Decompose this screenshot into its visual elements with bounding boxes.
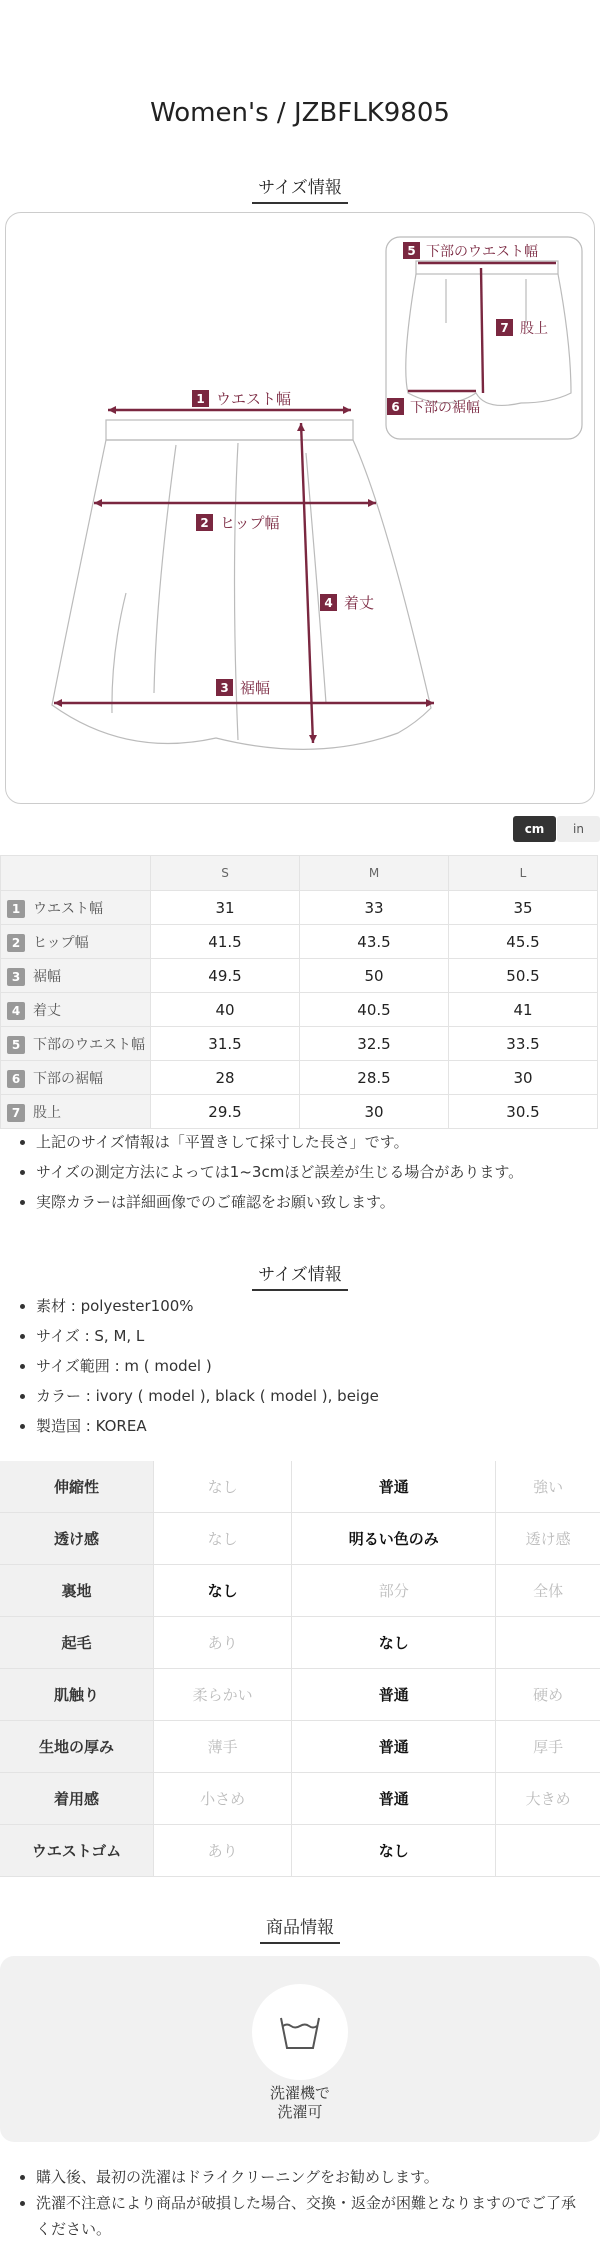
fabric-option: [496, 1825, 600, 1877]
fabric-option: 普通: [292, 1461, 496, 1513]
table-cell: 30: [449, 1061, 598, 1095]
washing-machine-icon: [252, 1984, 348, 2080]
svg-text:ウエスト幅: ウエスト幅: [216, 390, 292, 408]
fabric-option: 強い: [496, 1461, 600, 1513]
table-cell: 29.5: [151, 1095, 300, 1129]
table-cell: 41.5: [151, 925, 300, 959]
svg-text:着丈: 着丈: [344, 594, 375, 612]
unit-cm-button[interactable]: cm: [513, 816, 556, 842]
table-cell: 43.5: [300, 925, 449, 959]
table-row: [0, 1669, 600, 1721]
fabric-option: [496, 1617, 600, 1669]
table-row: [0, 1773, 600, 1825]
row-label: 1 ウエスト幅: [1, 891, 151, 925]
table-cell: 30.5: [449, 1095, 598, 1129]
table-cell: 32.5: [300, 1027, 449, 1061]
table-row: [0, 1513, 600, 1565]
size-header-m: M: [300, 856, 449, 891]
size-header-l: L: [449, 856, 598, 891]
diagram-label-length: [320, 594, 374, 612]
product-info-list: [20, 1297, 379, 1447]
table-row: [0, 1825, 600, 1877]
table-row: [0, 1461, 600, 1513]
table-cell: 30: [300, 1095, 449, 1129]
list-item: • 製造国 : KOREA: [36, 1417, 379, 1435]
size-table-corner: [1, 856, 151, 891]
svg-text:7: 7: [500, 321, 509, 335]
svg-text:5: 5: [407, 244, 416, 258]
svg-text:6: 6: [391, 400, 400, 414]
fabric-option: なし: [154, 1513, 292, 1565]
fabric-attributes-table: [0, 1461, 600, 1877]
table-cell: 40.5: [300, 993, 449, 1027]
fabric-attribute-label: ウエストゴム: [0, 1825, 154, 1877]
diagram-label-inner-rise: [496, 319, 548, 337]
svg-text:1: 1: [196, 392, 205, 406]
size-table-header: [1, 856, 598, 891]
fabric-option: なし: [292, 1825, 496, 1877]
svg-text:ヒップ幅: ヒップ幅: [220, 514, 280, 532]
table-cell: 28.5: [300, 1061, 449, 1095]
table-cell: 40: [151, 993, 300, 1027]
list-item: • 洗濯不注意により商品が破損した場合、交換・返金が困難となりますのでご了承ください。: [36, 2190, 581, 2242]
list-item: • サイズ : S, M, L: [36, 1327, 379, 1345]
list-item: • サイズの測定方法によっては1~3cmほど誤差が生じる場合があります。: [36, 1163, 523, 1181]
info-section-heading: サイズ情報: [0, 1260, 600, 1291]
table-row: [1, 1061, 598, 1095]
list-item: • 上記のサイズ情報は「平置きして採寸した長さ」です。: [36, 1133, 523, 1151]
fabric-option: なし: [292, 1617, 496, 1669]
diagram-label-inner-hem: [387, 398, 480, 416]
svg-text:下部のウエスト幅: 下部のウエスト幅: [426, 244, 538, 260]
size-table: [0, 855, 598, 1129]
fabric-attribute-label: 伸縮性: [0, 1461, 154, 1513]
care-panel: [0, 1956, 600, 2142]
care-notes: [20, 2164, 581, 2242]
fabric-attribute-label: 裏地: [0, 1565, 154, 1617]
table-row: [1, 1095, 598, 1129]
table-cell: 31: [151, 891, 300, 925]
fabric-attribute-label: 生地の厚み: [0, 1721, 154, 1773]
table-cell: 50.5: [449, 959, 598, 993]
svg-text:股上: 股上: [520, 321, 548, 337]
fabric-attribute-label: 着用感: [0, 1773, 154, 1825]
table-cell: 28: [151, 1061, 300, 1095]
wash-label: 洗濯機で 洗濯可: [269, 2084, 330, 2121]
fabric-option: 薄手: [154, 1721, 292, 1773]
fabric-option: なし: [154, 1565, 292, 1617]
fabric-option: 明るい色のみ: [292, 1513, 496, 1565]
fabric-option: 部分: [292, 1565, 496, 1617]
table-cell: 33: [300, 891, 449, 925]
table-row: [0, 1721, 600, 1773]
row-label: 4 着丈: [1, 993, 151, 1027]
fabric-option: 柔らかい: [154, 1669, 292, 1721]
row-label: 3 裾幅: [1, 959, 151, 993]
row-label: 6 下部の裾幅: [1, 1061, 151, 1095]
fabric-attribute-label: 透け感: [0, 1513, 154, 1565]
product-info-heading: 商品情報: [0, 1913, 600, 1944]
svg-text:2: 2: [200, 516, 209, 530]
table-row: [1, 1027, 598, 1061]
table-cell: 41: [449, 993, 598, 1027]
list-item: • 素材 : polyester100%: [36, 1297, 379, 1315]
row-label: 2 ヒップ幅: [1, 925, 151, 959]
skirt-diagram-svg: [6, 213, 594, 803]
diagram-label-hem: [216, 679, 270, 697]
size-header-s: S: [151, 856, 300, 891]
fabric-attribute-label: 肌触り: [0, 1669, 154, 1721]
fabric-option: 硬め: [496, 1669, 600, 1721]
fabric-option: 透け感: [496, 1513, 600, 1565]
size-section-heading: サイズ情報: [0, 173, 600, 204]
unit-in-button[interactable]: in: [557, 816, 600, 842]
row-label: 7 股上: [1, 1095, 151, 1129]
fabric-option: 普通: [292, 1773, 496, 1825]
table-row: [1, 959, 598, 993]
table-row: [1, 925, 598, 959]
fabric-option: あり: [154, 1617, 292, 1669]
product-title: Women's / JZBFLK9805: [150, 98, 450, 128]
list-item: • カラー : ivory ( model ), black ( model ), beige: [36, 1387, 379, 1405]
table-cell: 49.5: [151, 959, 300, 993]
table-cell: 31.5: [151, 1027, 300, 1061]
size-notes: [20, 1133, 523, 1223]
svg-text:4: 4: [324, 596, 333, 610]
fabric-option: 普通: [292, 1669, 496, 1721]
diagram-label-inner-waist: [403, 242, 538, 260]
unit-toggle: [513, 816, 600, 842]
list-item: • 実際カラーは詳細画像でのご確認をお願い致します。: [36, 1193, 523, 1211]
fabric-option: 厚手: [496, 1721, 600, 1773]
svg-text:下部の裾幅: 下部の裾幅: [410, 400, 480, 416]
table-row: [1, 993, 598, 1027]
fabric-option: 小さめ: [154, 1773, 292, 1825]
table-cell: 50: [300, 959, 449, 993]
table-cell: 35: [449, 891, 598, 925]
skirt-outline: [52, 420, 431, 749]
fabric-option: あり: [154, 1825, 292, 1877]
svg-text:3: 3: [220, 681, 229, 695]
fabric-option: 全体: [496, 1565, 600, 1617]
table-row: [1, 891, 598, 925]
fabric-option: 大きめ: [496, 1773, 600, 1825]
size-diagram: [5, 212, 595, 804]
table-row: [0, 1565, 600, 1617]
list-item: • 購入後、最初の洗濯はドライクリーニングをお勧めします。: [36, 2164, 581, 2190]
table-cell: 33.5: [449, 1027, 598, 1061]
measurement-lines: [54, 263, 556, 743]
list-item: • サイズ範囲 : m ( model ): [36, 1357, 379, 1375]
fabric-option: なし: [154, 1461, 292, 1513]
table-row: [0, 1617, 600, 1669]
fabric-attribute-label: 起毛: [0, 1617, 154, 1669]
row-label: 5 下部のウエスト幅: [1, 1027, 151, 1061]
table-cell: 45.5: [449, 925, 598, 959]
fabric-option: 普通: [292, 1721, 496, 1773]
diagram-label-waist: [192, 390, 291, 408]
diagram-label-hip: [196, 514, 280, 532]
svg-text:裾幅: 裾幅: [240, 679, 271, 697]
